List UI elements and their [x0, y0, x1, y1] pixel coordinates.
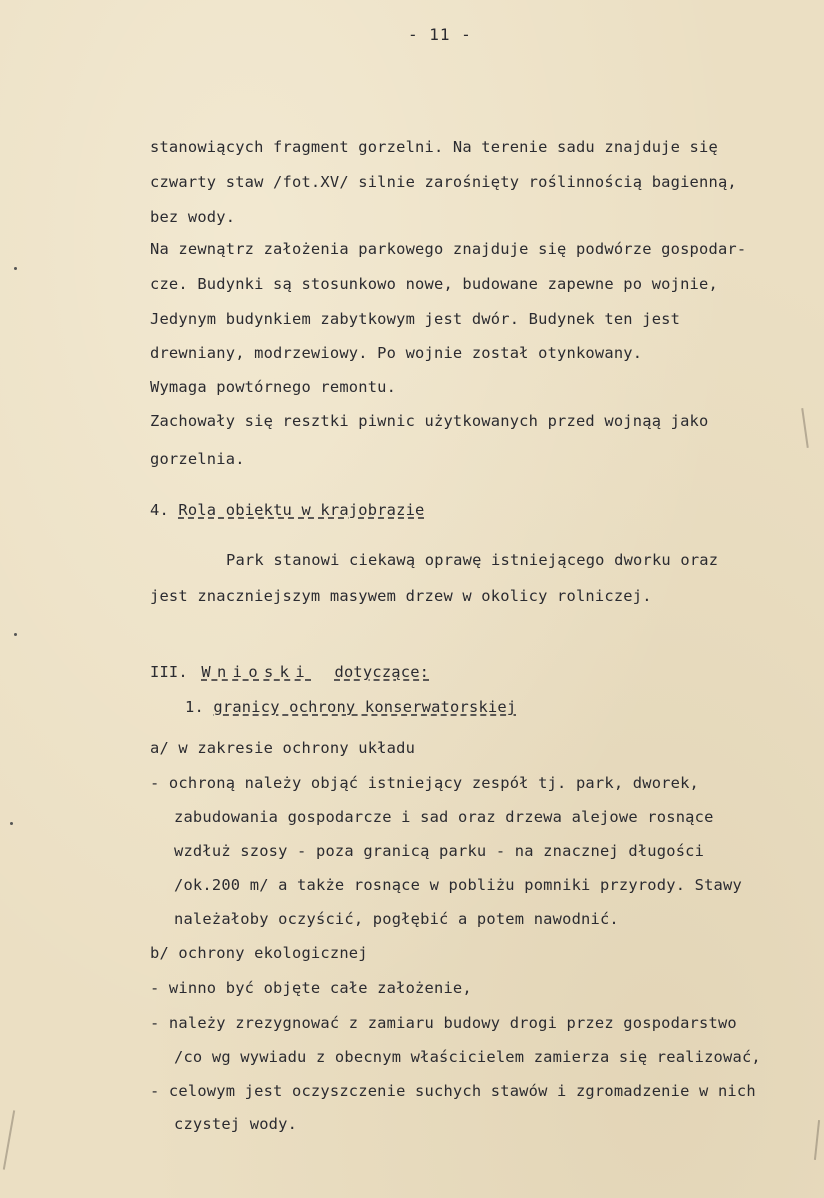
list-item: - ochroną należy objąć istniejący zespół tj. park, dworek,: [150, 774, 700, 792]
text-line: Park stanowi ciekawą oprawę istniejącego dworku oraz: [226, 551, 719, 569]
list-item: /ok.200 m/ a także rosnące w pobliżu pomniki przyrody. Stawy: [174, 876, 742, 894]
scan-edge-mark: [814, 1120, 820, 1160]
text-line: Na zewnątrz założenia parkowego znajduje się podwórze gospodar-: [150, 240, 747, 258]
subsection-heading: [185, 700, 516, 715]
text-line: Wymaga powtórnego remontu.: [150, 378, 397, 396]
text-line: jest znaczniejszym masywem drzew w okolicy rolniczej.: [150, 587, 652, 605]
chapter-title-suffix: dotyczące:: [334, 663, 430, 681]
list-heading: b/ ochrony ekologicznej: [150, 944, 368, 962]
text-line: cze. Budynki są stosunkowo nowe, budowane zapewne po wojnie,: [150, 275, 718, 293]
section-number: 4.: [150, 501, 169, 519]
scan-edge-mark: [801, 408, 809, 448]
text-line: gorzelnia.: [150, 450, 245, 468]
list-item: - celowym jest oczyszczenie suchych stawów i zgromadzenie w nich: [150, 1082, 756, 1100]
scan-edge-mark: [3, 1110, 15, 1169]
list-item: zabudowania gospodarcze i sad oraz drzewa alejowe rosnące: [174, 808, 714, 826]
list-item: - winno być objęte całe założenie,: [150, 979, 472, 997]
subsection-number: 1.: [185, 698, 204, 716]
text-line: drewniany, modrzewiowy. Po wojnie został otynkowany.: [150, 344, 643, 362]
list-item: czystej wody.: [174, 1115, 298, 1133]
list-item: wzdłuż szosy - poza granicą parku - na znacznej długości: [174, 842, 705, 860]
scan-speck: [14, 267, 17, 270]
chapter-number: III.: [150, 663, 188, 681]
chapter-heading: [150, 665, 429, 680]
page-number: - 11 -: [408, 25, 472, 44]
list-item: /co wg wywiadu z obecnym właścicielem zamierza się realizować,: [174, 1048, 761, 1066]
text-line: Jedynym budynkiem zabytkowym jest dwór. Budynek ten jest: [150, 310, 681, 328]
text-line: Zachowały się resztki piwnic użytkowanych przed wojnąą jako: [150, 412, 709, 430]
text-line: czwarty staw /fot.XV/ silnie zarośnięty roślinnością bagienną,: [150, 173, 737, 191]
text-line: stanowiących fragment gorzelni. Na terenie sadu znajduje się: [150, 138, 718, 156]
list-item: - należy zrezygnować z zamiaru budowy drogi przez gospodarstwo: [150, 1014, 737, 1032]
section-title: Rola obiektu w krajobrazie: [178, 501, 425, 519]
text-line: bez wody.: [150, 208, 236, 226]
section-heading: [150, 503, 425, 518]
scan-speck: [14, 633, 17, 636]
list-heading: a/ w zakresie ochrony układu: [150, 739, 416, 757]
list-item: należałoby oczyścić, pogłębić a potem nawodnić.: [174, 910, 619, 928]
chapter-title: Wnioski: [201, 663, 312, 681]
scan-speck: [10, 822, 13, 825]
subsection-title: granicy ochrony konserwatorskiej: [213, 698, 517, 716]
